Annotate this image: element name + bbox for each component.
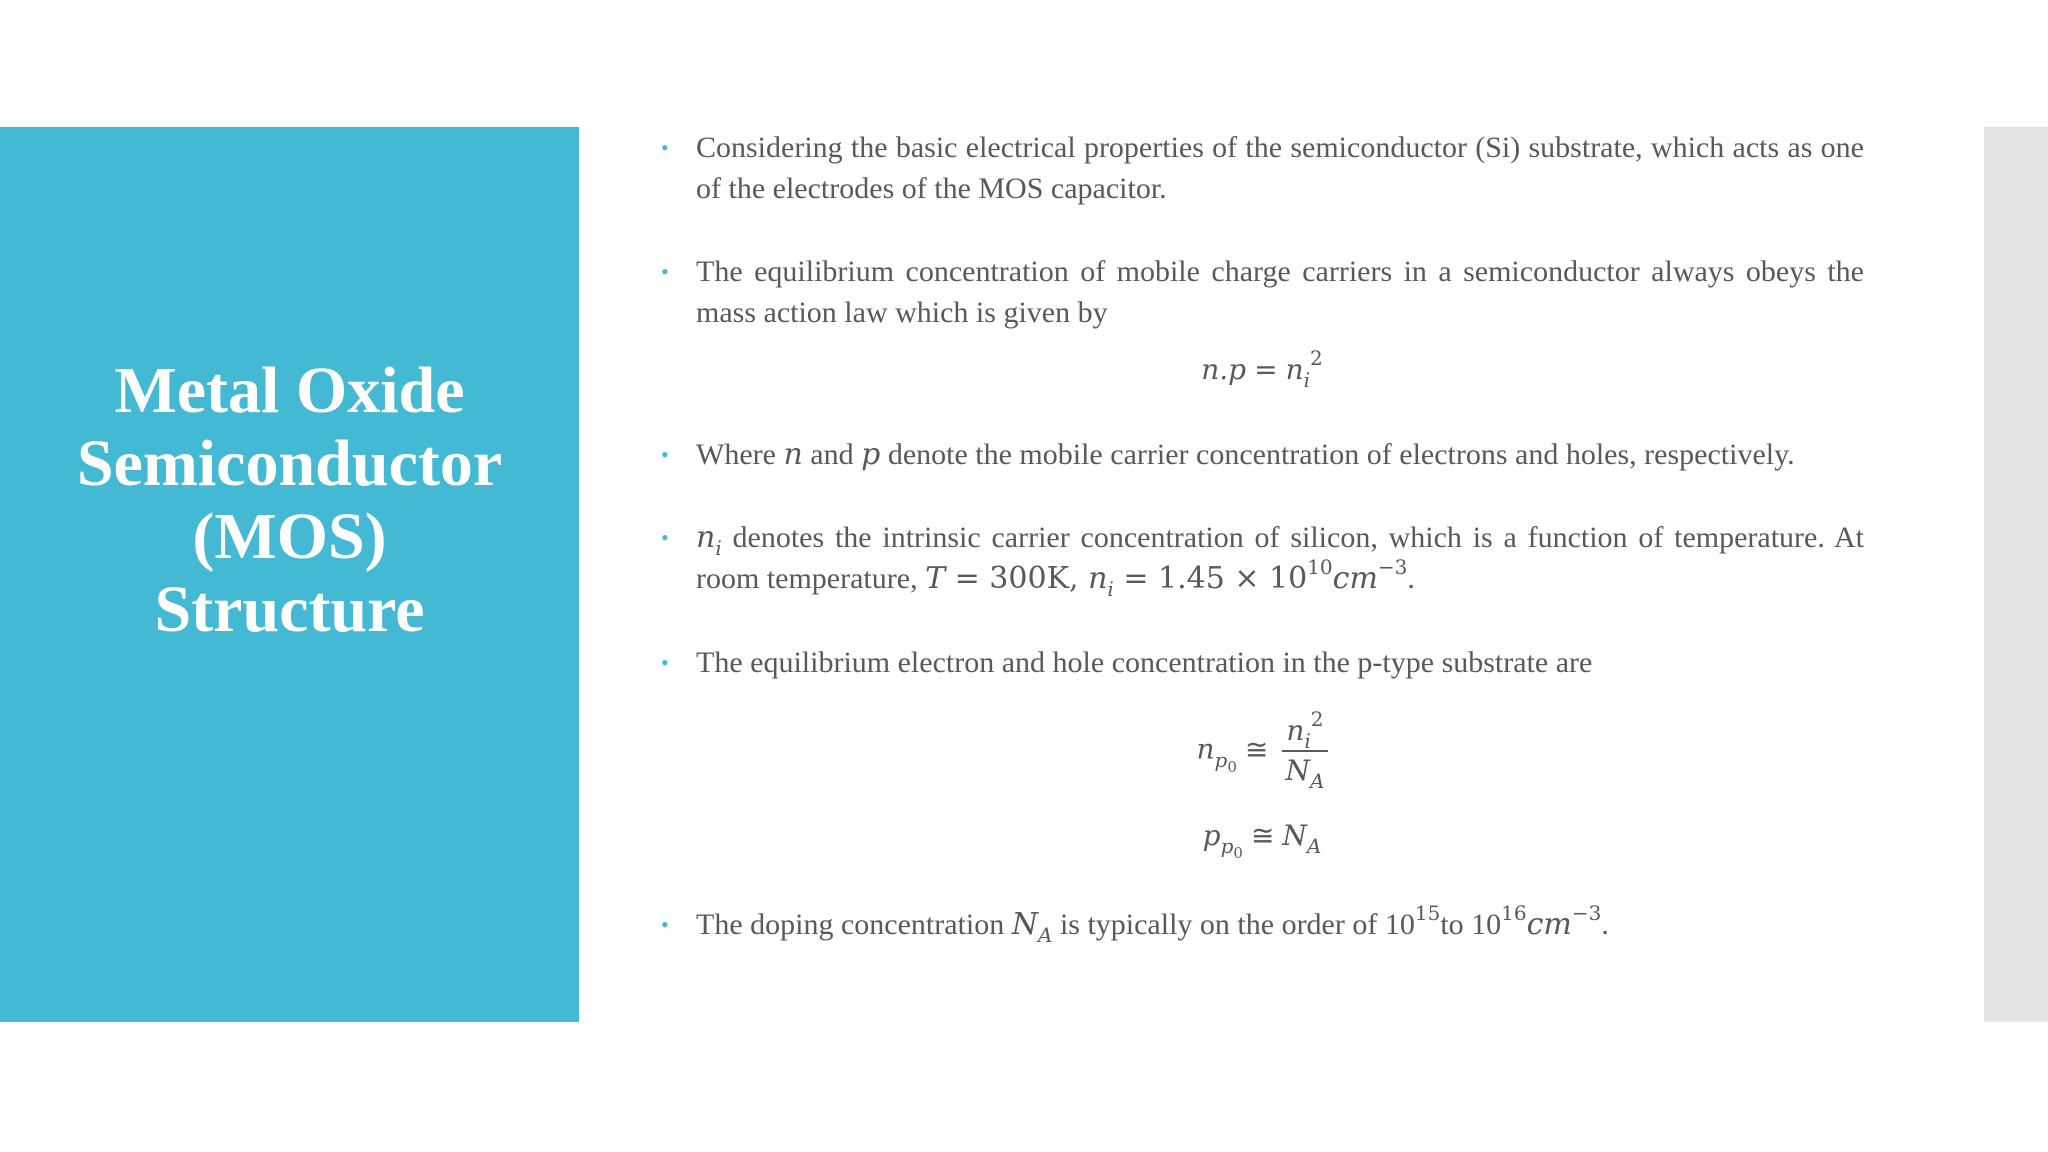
title-line: Metal Oxide [114,353,465,427]
bullet-dot-icon: • [661,259,669,284]
bullet-text: Considering the basic electrical properties of the semiconductor (Si) substrate, which acts as one of the electrodes of the MOS capacitor. [696,131,1864,205]
content-area [660,127,1864,1022]
title-panel [0,127,579,1022]
title-line: (MOS) [192,499,387,573]
bullet-dot-icon: • [661,525,669,550]
bullet-dot-icon: • [661,442,669,467]
bullet-item [661,251,1864,333]
equation-mass-action: $n.p = n_i^2$ [1201,346,1323,392]
bullet-text: The equilibrium concentration of mobile charge carriers in a semiconductor always obeys the mass action law which is given by [696,255,1864,329]
bullet-dot-icon: • [661,912,669,937]
title-line: Structure [154,572,425,646]
bullet-item [661,127,1864,209]
bullet-item: • The doping concentration $N_A$ is typically on the order of $10^{15}to$ $10^{16}cm^{-3}$. [661,901,1609,947]
bullet-text: The equilibrium electron and hole concentration in the p-type substrate are [696,646,1593,679]
bullet-item [661,642,1864,683]
right-decor-strip [1984,127,2048,1022]
fraction: $\frac{n_i^2}{N_A}$ [1282,712,1327,790]
bullet-dot-icon: • [661,650,669,675]
bullet-item: • $n_i$ denotes the intrinsic carrier concentration of silicon, which is a function of temperature. At room temperature, T = 300K, $n_i = 1.45 \times 10^{10}cm^{-3}$. [696,517,1864,599]
slide-title [50,354,530,646]
title-line: Semiconductor [76,426,503,500]
bullet-dot-icon: • [661,135,669,160]
equation-npo: $n_{p_0}≅$ $\frac{n_i^2}{N_A}$ [660,712,1864,790]
bullet-item: • Where n and p denote the mobile carrier concentration of electrons and holes, respectively. [696,434,1864,475]
equation-ppo: $p_{p_0}≅$ $N_A$ [1202,819,1322,862]
